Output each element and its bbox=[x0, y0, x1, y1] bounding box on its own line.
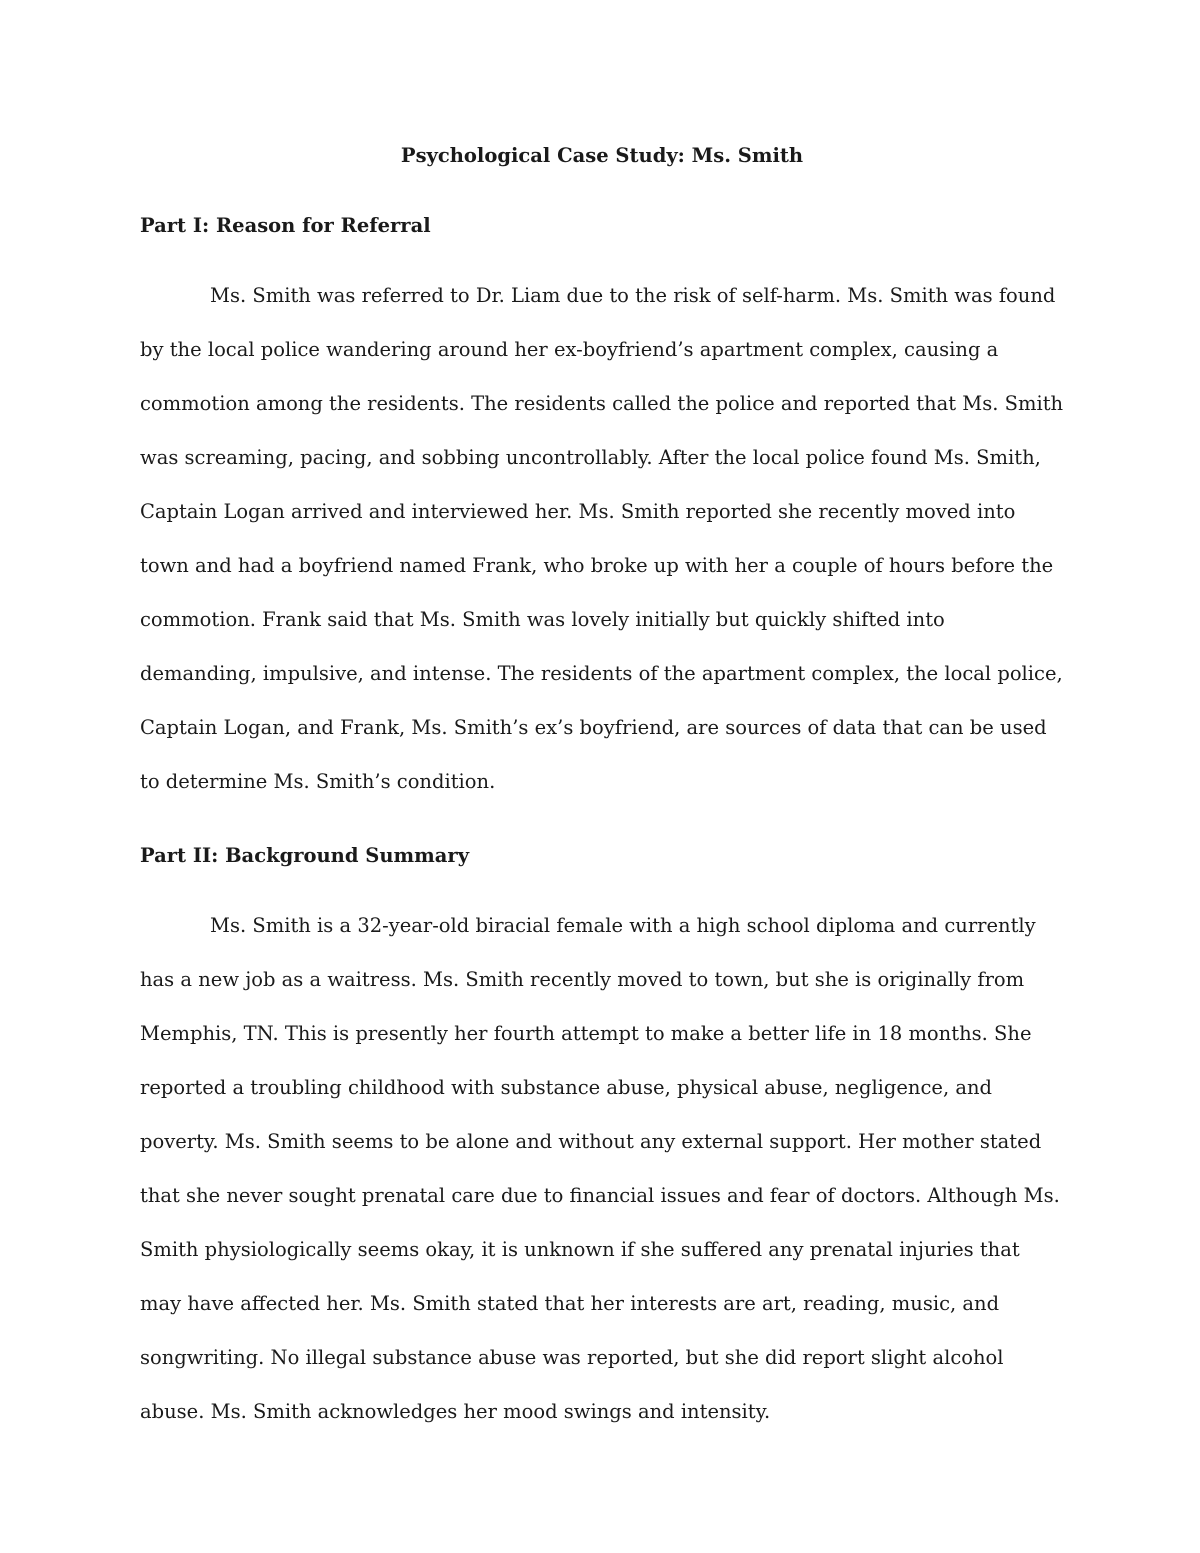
paragraph-reason-for-referral: Ms. Smith was referred to Dr. Liam due to the risk of self-harm. Ms. Smith was found by the local police wandering around her ex-boyfriend’s apartment complex, causing a commotion among the residents. The residents called the police and reported that Ms. Smith was screaming, pacing, and sobbing uncontrollably. After the local police found Ms. Smith, Captain Logan arrived and interviewed her. Ms. Smith reported she recently moved into town and had a boyfriend named Frank, who broke up with her a couple of hours before the commotion. Frank said that Ms. Smith was lovely initially but quickly shifted into demanding, impulsive, and intense. The residents of the apartment complex, the local police, Captain Logan, and Frank, Ms. Smith’s ex’s boyfriend, are sources of data that can be used to determine Ms. Smith’s condition. bbox=[140, 284, 1064, 793]
document-body bbox=[140, 140, 1064, 1439]
paragraph-background-summary: Ms. Smith is a 32-year-old biracial female with a high school diploma and currently has a new job as a waitress. Ms. Smith recently moved to town, but she is originally from Memphis, TN. This is presently her fourth attempt to make a better life in 18 months. She reported a troubling childhood with substance abuse, physical abuse, negligence, and poverty. Ms. Smith seems to be alone and without any external support. Her mother stated that she never sought prenatal care due to financial issues and fear of doctors. Although Ms. Smith physiologically seems okay, it is unknown if she suffered any prenatal injuries that may have affected her. Ms. Smith stated that her interests are art, reading, music, and songwriting. No illegal substance abuse was reported, but she did report slight alcohol abuse. Ms. Smith acknowledges her mood swings and intensity. bbox=[140, 914, 1060, 1423]
section-heading-reason-for-referral: Part I: Reason for Referral bbox=[140, 214, 431, 237]
section-heading-background-summary: Part II: Background Summary bbox=[140, 844, 470, 867]
document-title: Psychological Case Study: Ms. Smith bbox=[400, 144, 804, 167]
